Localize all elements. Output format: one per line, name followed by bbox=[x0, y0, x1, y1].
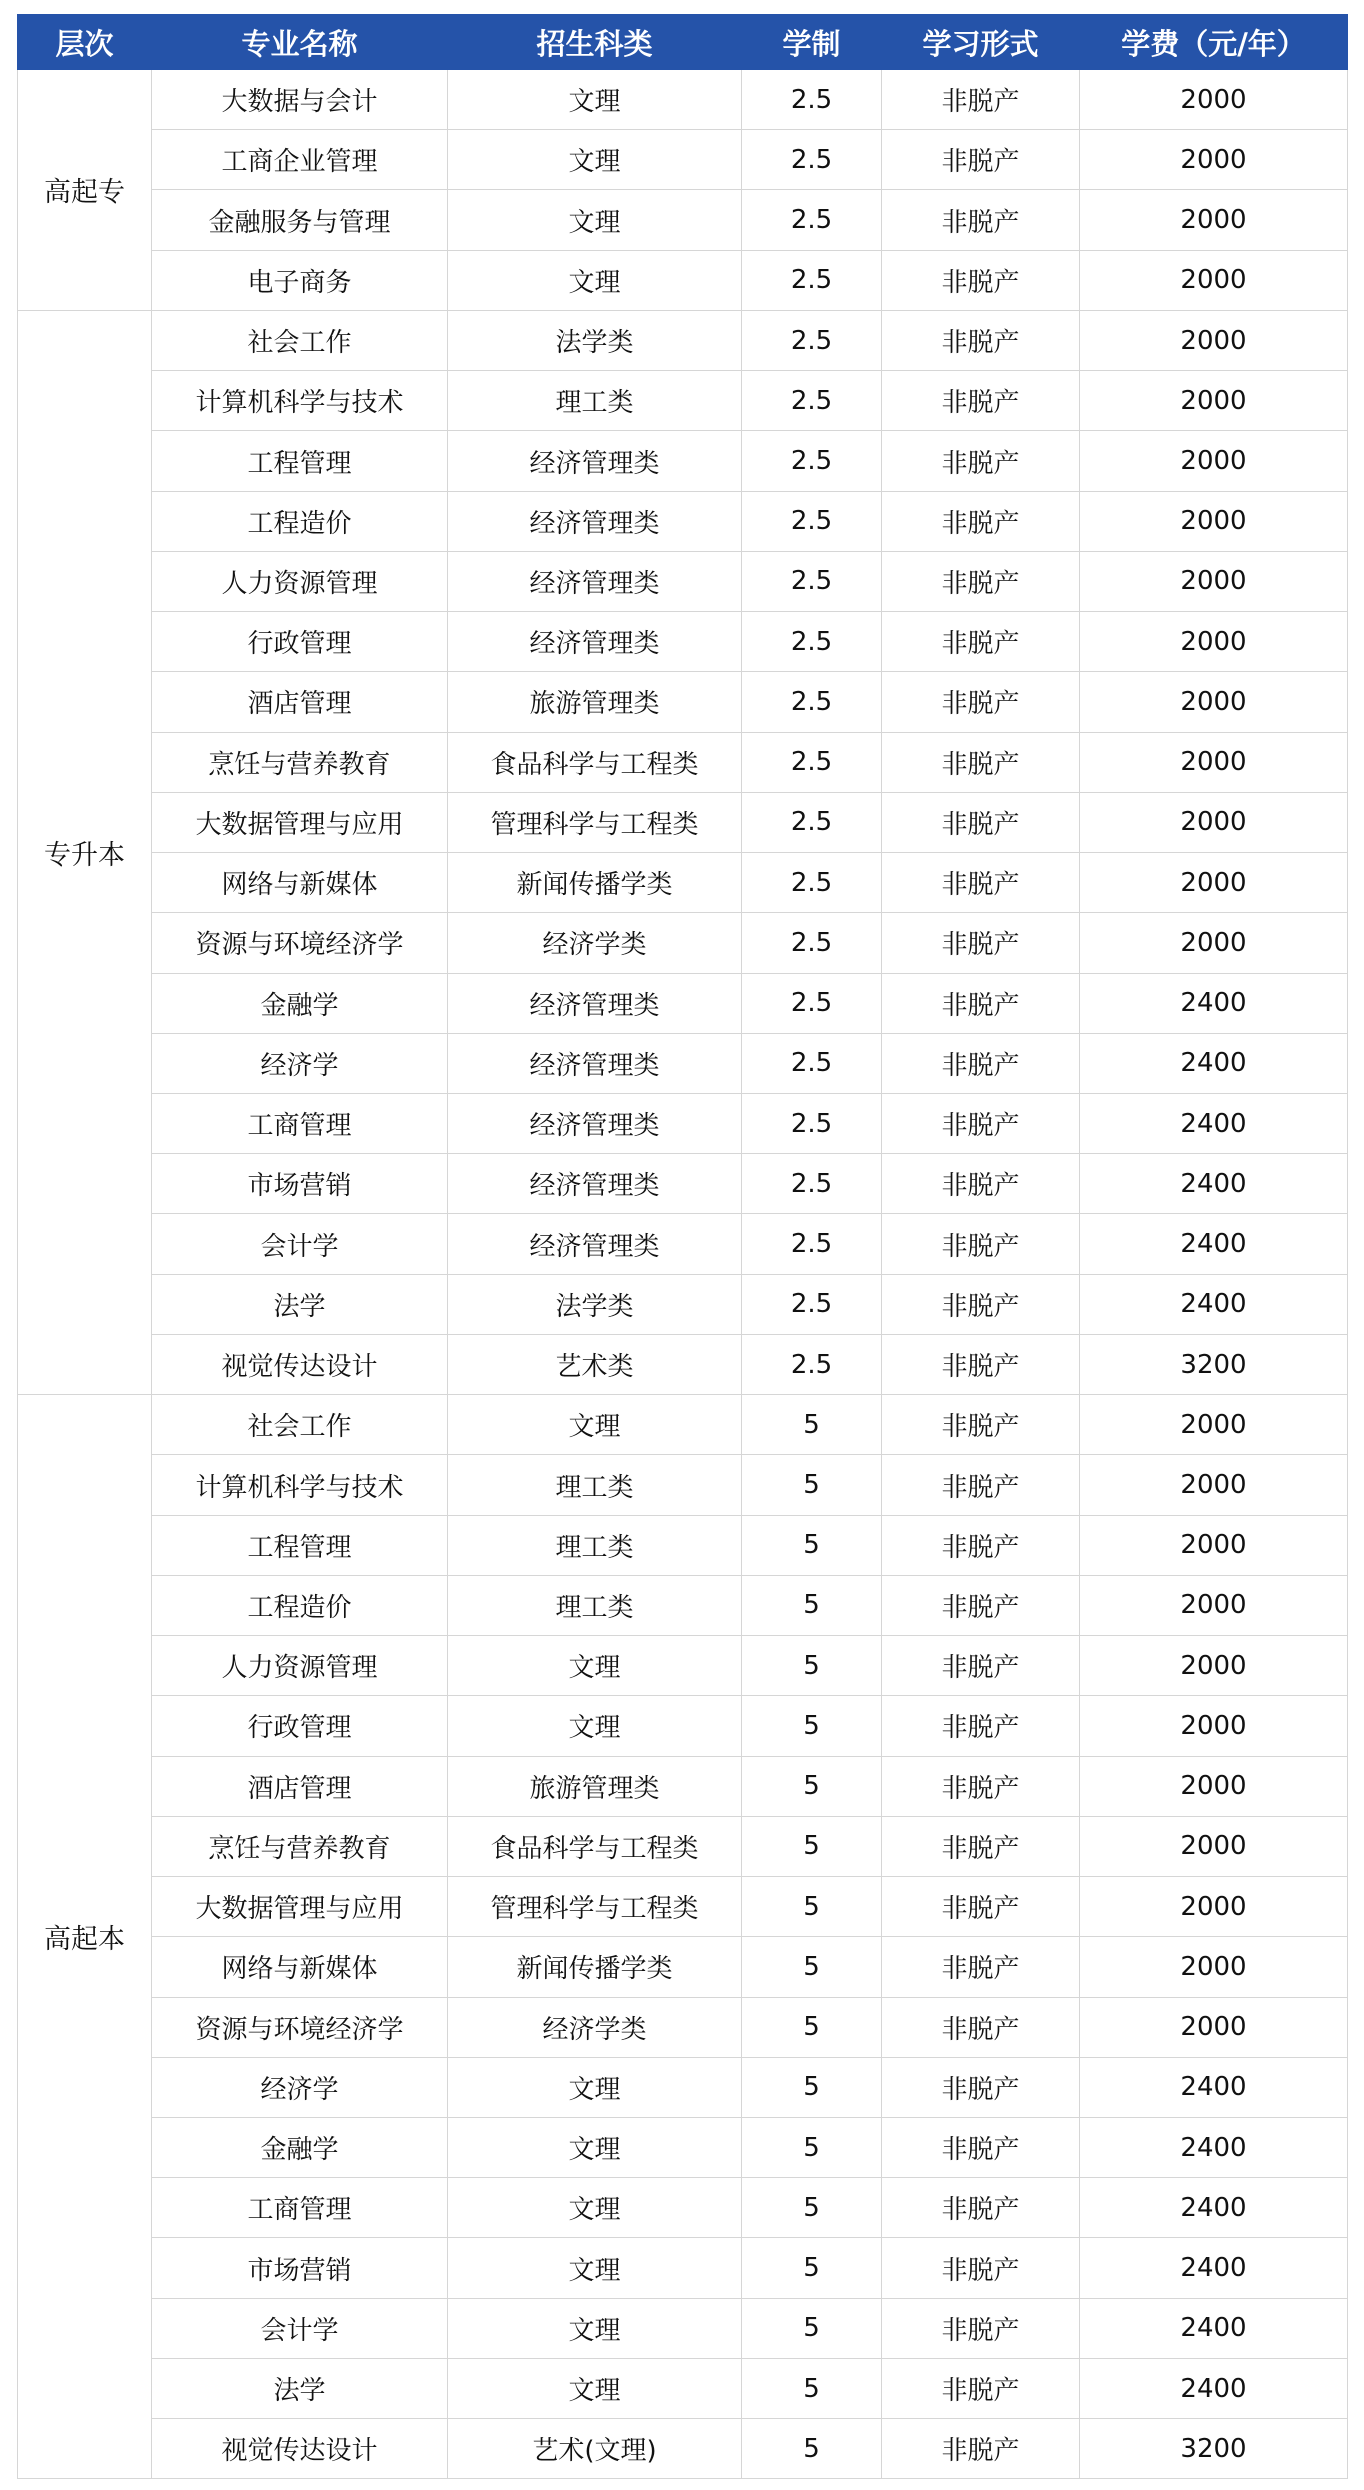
major-cell: 烹饪与营养教育 bbox=[152, 1816, 448, 1876]
table-row bbox=[18, 2298, 1348, 2358]
category-cell: 文理 bbox=[448, 2298, 742, 2358]
study-mode-cell: 非脱产 bbox=[882, 1877, 1080, 1937]
category-cell: 文理 bbox=[448, 190, 742, 250]
duration-cell: 5 bbox=[742, 1937, 882, 1997]
duration-cell: 2.5 bbox=[742, 1033, 882, 1093]
category-cell: 文理 bbox=[448, 2057, 742, 2117]
duration-cell: 2.5 bbox=[742, 1274, 882, 1334]
category-cell: 经济管理类 bbox=[448, 1033, 742, 1093]
duration-cell: 5 bbox=[742, 1696, 882, 1756]
major-cell: 大数据管理与应用 bbox=[152, 792, 448, 852]
study-mode-cell: 非脱产 bbox=[882, 732, 1080, 792]
tuition-cell: 2400 bbox=[1080, 2298, 1348, 2358]
table-row bbox=[18, 250, 1348, 310]
header-major: 专业名称 bbox=[152, 15, 448, 70]
study-mode-cell: 非脱产 bbox=[882, 310, 1080, 370]
category-cell: 新闻传播学类 bbox=[448, 1937, 742, 1997]
duration-cell: 5 bbox=[742, 2178, 882, 2238]
tuition-cell: 2000 bbox=[1080, 853, 1348, 913]
study-mode-cell: 非脱产 bbox=[882, 1334, 1080, 1394]
category-cell: 旅游管理类 bbox=[448, 672, 742, 732]
table-row bbox=[18, 612, 1348, 672]
major-cell: 工商管理 bbox=[152, 1093, 448, 1153]
tuition-cell: 2400 bbox=[1080, 1093, 1348, 1153]
duration-cell: 2.5 bbox=[742, 371, 882, 431]
category-cell: 文理 bbox=[448, 2358, 742, 2418]
table-row bbox=[18, 732, 1348, 792]
major-cell: 计算机科学与技术 bbox=[152, 371, 448, 431]
category-cell: 艺术类 bbox=[448, 1334, 742, 1394]
category-cell: 文理 bbox=[448, 1636, 742, 1696]
table-row bbox=[18, 70, 1348, 130]
tuition-cell: 2000 bbox=[1080, 551, 1348, 611]
category-cell: 旅游管理类 bbox=[448, 1756, 742, 1816]
major-cell: 计算机科学与技术 bbox=[152, 1455, 448, 1515]
major-cell: 市场营销 bbox=[152, 1154, 448, 1214]
table-row bbox=[18, 1334, 1348, 1394]
study-mode-cell: 非脱产 bbox=[882, 2057, 1080, 2117]
major-cell: 会计学 bbox=[152, 2298, 448, 2358]
major-cell: 金融学 bbox=[152, 2117, 448, 2177]
tuition-cell: 2000 bbox=[1080, 1696, 1348, 1756]
duration-cell: 2.5 bbox=[742, 973, 882, 1033]
study-mode-cell: 非脱产 bbox=[882, 612, 1080, 672]
category-cell: 文理 bbox=[448, 70, 742, 130]
tuition-cell: 2400 bbox=[1080, 1214, 1348, 1274]
tuition-cell: 2000 bbox=[1080, 1877, 1348, 1937]
duration-cell: 2.5 bbox=[742, 732, 882, 792]
table-row bbox=[18, 1937, 1348, 1997]
study-mode-cell: 非脱产 bbox=[882, 1274, 1080, 1334]
table-row bbox=[18, 913, 1348, 973]
duration-cell: 2.5 bbox=[742, 1093, 882, 1153]
table-row bbox=[18, 1877, 1348, 1937]
study-mode-cell: 非脱产 bbox=[882, 431, 1080, 491]
tuition-cell: 2400 bbox=[1080, 2358, 1348, 2418]
category-cell: 艺术(文理) bbox=[448, 2419, 742, 2479]
major-cell: 大数据管理与应用 bbox=[152, 1877, 448, 1937]
study-mode-cell: 非脱产 bbox=[882, 1756, 1080, 1816]
duration-cell: 2.5 bbox=[742, 913, 882, 973]
table-row bbox=[18, 1455, 1348, 1515]
tuition-cell: 2000 bbox=[1080, 1515, 1348, 1575]
tuition-cell: 2000 bbox=[1080, 1756, 1348, 1816]
category-cell: 经济管理类 bbox=[448, 1093, 742, 1153]
tuition-cell: 2000 bbox=[1080, 1997, 1348, 2057]
major-cell: 法学 bbox=[152, 2358, 448, 2418]
category-cell: 经济管理类 bbox=[448, 491, 742, 551]
tuition-cell: 2400 bbox=[1080, 2117, 1348, 2177]
study-mode-cell: 非脱产 bbox=[882, 1816, 1080, 1876]
major-cell: 人力资源管理 bbox=[152, 1636, 448, 1696]
tuition-cell: 2000 bbox=[1080, 1816, 1348, 1876]
major-cell: 金融学 bbox=[152, 973, 448, 1033]
study-mode-cell: 非脱产 bbox=[882, 1997, 1080, 2057]
table-header bbox=[18, 15, 1348, 70]
duration-cell: 2.5 bbox=[742, 551, 882, 611]
major-cell: 工商管理 bbox=[152, 2178, 448, 2238]
study-mode-cell: 非脱产 bbox=[882, 973, 1080, 1033]
duration-cell: 2.5 bbox=[742, 792, 882, 852]
study-mode-cell: 非脱产 bbox=[882, 130, 1080, 190]
duration-cell: 5 bbox=[742, 2238, 882, 2298]
study-mode-cell: 非脱产 bbox=[882, 913, 1080, 973]
major-cell: 酒店管理 bbox=[152, 1756, 448, 1816]
duration-cell: 5 bbox=[742, 1575, 882, 1635]
major-cell: 酒店管理 bbox=[152, 672, 448, 732]
study-mode-cell: 非脱产 bbox=[882, 551, 1080, 611]
table-row bbox=[18, 551, 1348, 611]
study-mode-cell: 非脱产 bbox=[882, 2298, 1080, 2358]
duration-cell: 5 bbox=[742, 1877, 882, 1937]
table-row bbox=[18, 1696, 1348, 1756]
tuition-cell: 2000 bbox=[1080, 190, 1348, 250]
level-cell: 高起本 bbox=[18, 1395, 152, 2479]
major-cell: 金融服务与管理 bbox=[152, 190, 448, 250]
header-level: 层次 bbox=[18, 15, 152, 70]
major-cell: 资源与环境经济学 bbox=[152, 913, 448, 973]
study-mode-cell: 非脱产 bbox=[882, 1093, 1080, 1153]
header-study-mode: 学习形式 bbox=[882, 15, 1080, 70]
category-cell: 理工类 bbox=[448, 371, 742, 431]
table-row bbox=[18, 2117, 1348, 2177]
tuition-cell: 2400 bbox=[1080, 1274, 1348, 1334]
category-cell: 文理 bbox=[448, 1395, 742, 1455]
study-mode-cell: 非脱产 bbox=[882, 1395, 1080, 1455]
major-cell: 视觉传达设计 bbox=[152, 2419, 448, 2479]
duration-cell: 2.5 bbox=[742, 130, 882, 190]
major-cell: 视觉传达设计 bbox=[152, 1334, 448, 1394]
tuition-cell: 2000 bbox=[1080, 250, 1348, 310]
category-cell: 文理 bbox=[448, 2117, 742, 2177]
category-cell: 法学类 bbox=[448, 1274, 742, 1334]
tuition-cell: 2000 bbox=[1080, 732, 1348, 792]
category-cell: 经济学类 bbox=[448, 913, 742, 973]
study-mode-cell: 非脱产 bbox=[882, 1515, 1080, 1575]
table-body bbox=[18, 70, 1348, 2479]
tuition-cell: 2000 bbox=[1080, 1636, 1348, 1696]
study-mode-cell: 非脱产 bbox=[882, 371, 1080, 431]
duration-cell: 2.5 bbox=[742, 853, 882, 913]
duration-cell: 5 bbox=[742, 2358, 882, 2418]
study-mode-cell: 非脱产 bbox=[882, 792, 1080, 852]
duration-cell: 5 bbox=[742, 2298, 882, 2358]
duration-cell: 2.5 bbox=[742, 1154, 882, 1214]
duration-cell: 5 bbox=[742, 1997, 882, 2057]
category-cell: 文理 bbox=[448, 1696, 742, 1756]
table-row bbox=[18, 1636, 1348, 1696]
major-cell: 网络与新媒体 bbox=[152, 853, 448, 913]
duration-cell: 2.5 bbox=[742, 190, 882, 250]
duration-cell: 2.5 bbox=[742, 672, 882, 732]
major-cell: 人力资源管理 bbox=[152, 551, 448, 611]
duration-cell: 5 bbox=[742, 2057, 882, 2117]
table-row bbox=[18, 491, 1348, 551]
major-cell: 网络与新媒体 bbox=[152, 1937, 448, 1997]
study-mode-cell: 非脱产 bbox=[882, 2117, 1080, 2177]
category-cell: 理工类 bbox=[448, 1455, 742, 1515]
major-cell: 法学 bbox=[152, 1274, 448, 1334]
tuition-cell: 2000 bbox=[1080, 70, 1348, 130]
tuition-cell: 3200 bbox=[1080, 1334, 1348, 1394]
category-cell: 管理科学与工程类 bbox=[448, 792, 742, 852]
study-mode-cell: 非脱产 bbox=[882, 70, 1080, 130]
major-cell: 烹饪与营养教育 bbox=[152, 732, 448, 792]
table-row bbox=[18, 2238, 1348, 2298]
tuition-cell: 2400 bbox=[1080, 2057, 1348, 2117]
major-cell: 会计学 bbox=[152, 1214, 448, 1274]
duration-cell: 5 bbox=[742, 1756, 882, 1816]
tuition-cell: 2000 bbox=[1080, 612, 1348, 672]
table-row bbox=[18, 1816, 1348, 1876]
table-row bbox=[18, 371, 1348, 431]
study-mode-cell: 非脱产 bbox=[882, 1214, 1080, 1274]
table-row bbox=[18, 1515, 1348, 1575]
tuition-cell: 2400 bbox=[1080, 973, 1348, 1033]
tuition-cell: 2000 bbox=[1080, 1575, 1348, 1635]
study-mode-cell: 非脱产 bbox=[882, 1455, 1080, 1515]
table-row bbox=[18, 1033, 1348, 1093]
category-cell: 文理 bbox=[448, 130, 742, 190]
duration-cell: 2.5 bbox=[742, 70, 882, 130]
major-cell: 工程造价 bbox=[152, 491, 448, 551]
table-row bbox=[18, 1575, 1348, 1635]
header-tuition: 学费（元/年） bbox=[1080, 15, 1348, 70]
tuition-cell: 2000 bbox=[1080, 130, 1348, 190]
category-cell: 文理 bbox=[448, 2178, 742, 2238]
category-cell: 理工类 bbox=[448, 1575, 742, 1635]
category-cell: 经济管理类 bbox=[448, 612, 742, 672]
duration-cell: 5 bbox=[742, 1636, 882, 1696]
tuition-cell: 2000 bbox=[1080, 491, 1348, 551]
table-row bbox=[18, 672, 1348, 732]
study-mode-cell: 非脱产 bbox=[882, 2419, 1080, 2479]
tuition-cell: 2000 bbox=[1080, 1455, 1348, 1515]
category-cell: 新闻传播学类 bbox=[448, 853, 742, 913]
category-cell: 食品科学与工程类 bbox=[448, 1816, 742, 1876]
table-row bbox=[18, 1997, 1348, 2057]
admissions-table bbox=[17, 14, 1348, 2479]
major-cell: 市场营销 bbox=[152, 2238, 448, 2298]
table-row bbox=[18, 853, 1348, 913]
tuition-cell: 2400 bbox=[1080, 1033, 1348, 1093]
study-mode-cell: 非脱产 bbox=[882, 1575, 1080, 1635]
major-cell: 社会工作 bbox=[152, 310, 448, 370]
tuition-cell: 3200 bbox=[1080, 2419, 1348, 2479]
level-cell: 专升本 bbox=[18, 310, 152, 1394]
major-cell: 大数据与会计 bbox=[152, 70, 448, 130]
study-mode-cell: 非脱产 bbox=[882, 1154, 1080, 1214]
major-cell: 资源与环境经济学 bbox=[152, 1997, 448, 2057]
duration-cell: 5 bbox=[742, 2419, 882, 2479]
major-cell: 工程管理 bbox=[152, 431, 448, 491]
tuition-cell: 2000 bbox=[1080, 792, 1348, 852]
table-row bbox=[18, 1154, 1348, 1214]
tuition-cell: 2400 bbox=[1080, 2238, 1348, 2298]
study-mode-cell: 非脱产 bbox=[882, 2178, 1080, 2238]
tuition-cell: 2000 bbox=[1080, 431, 1348, 491]
duration-cell: 5 bbox=[742, 1455, 882, 1515]
category-cell: 经济管理类 bbox=[448, 973, 742, 1033]
category-cell: 经济管理类 bbox=[448, 431, 742, 491]
duration-cell: 2.5 bbox=[742, 491, 882, 551]
study-mode-cell: 非脱产 bbox=[882, 1696, 1080, 1756]
major-cell: 行政管理 bbox=[152, 1696, 448, 1756]
table-row bbox=[18, 431, 1348, 491]
duration-cell: 2.5 bbox=[742, 250, 882, 310]
duration-cell: 2.5 bbox=[742, 612, 882, 672]
table-row bbox=[18, 1756, 1348, 1816]
table-row bbox=[18, 130, 1348, 190]
tuition-cell: 2000 bbox=[1080, 672, 1348, 732]
duration-cell: 5 bbox=[742, 1515, 882, 1575]
major-cell: 社会工作 bbox=[152, 1395, 448, 1455]
category-cell: 经济学类 bbox=[448, 1997, 742, 2057]
category-cell: 经济管理类 bbox=[448, 1154, 742, 1214]
study-mode-cell: 非脱产 bbox=[882, 1033, 1080, 1093]
table-row bbox=[18, 1214, 1348, 1274]
study-mode-cell: 非脱产 bbox=[882, 672, 1080, 732]
category-cell: 食品科学与工程类 bbox=[448, 732, 742, 792]
table-row bbox=[18, 2419, 1348, 2479]
table-row bbox=[18, 190, 1348, 250]
study-mode-cell: 非脱产 bbox=[882, 1636, 1080, 1696]
category-cell: 理工类 bbox=[448, 1515, 742, 1575]
duration-cell: 2.5 bbox=[742, 310, 882, 370]
category-cell: 文理 bbox=[448, 250, 742, 310]
tuition-cell: 2000 bbox=[1080, 371, 1348, 431]
duration-cell: 5 bbox=[742, 1816, 882, 1876]
table-row bbox=[18, 973, 1348, 1033]
major-cell: 工程造价 bbox=[152, 1575, 448, 1635]
tuition-cell: 2000 bbox=[1080, 913, 1348, 973]
table-row bbox=[18, 2358, 1348, 2418]
admissions-table-container bbox=[17, 14, 1347, 2479]
study-mode-cell: 非脱产 bbox=[882, 1937, 1080, 1997]
study-mode-cell: 非脱产 bbox=[882, 2358, 1080, 2418]
tuition-cell: 2400 bbox=[1080, 2178, 1348, 2238]
category-cell: 经济管理类 bbox=[448, 551, 742, 611]
level-cell: 高起专 bbox=[18, 70, 152, 311]
tuition-cell: 2000 bbox=[1080, 1937, 1348, 1997]
header-duration: 学制 bbox=[742, 15, 882, 70]
duration-cell: 2.5 bbox=[742, 1334, 882, 1394]
duration-cell: 2.5 bbox=[742, 1214, 882, 1274]
header-row bbox=[18, 15, 1348, 70]
header-category: 招生科类 bbox=[448, 15, 742, 70]
duration-cell: 5 bbox=[742, 2117, 882, 2177]
table-row bbox=[18, 310, 1348, 370]
major-cell: 电子商务 bbox=[152, 250, 448, 310]
category-cell: 经济管理类 bbox=[448, 1214, 742, 1274]
category-cell: 管理科学与工程类 bbox=[448, 1877, 742, 1937]
major-cell: 工商企业管理 bbox=[152, 130, 448, 190]
table-row bbox=[18, 1395, 1348, 1455]
major-cell: 工程管理 bbox=[152, 1515, 448, 1575]
table-row bbox=[18, 792, 1348, 852]
duration-cell: 2.5 bbox=[742, 431, 882, 491]
table-row bbox=[18, 1093, 1348, 1153]
study-mode-cell: 非脱产 bbox=[882, 190, 1080, 250]
tuition-cell: 2400 bbox=[1080, 1154, 1348, 1214]
table-row bbox=[18, 2057, 1348, 2117]
study-mode-cell: 非脱产 bbox=[882, 2238, 1080, 2298]
major-cell: 经济学 bbox=[152, 1033, 448, 1093]
duration-cell: 5 bbox=[742, 1395, 882, 1455]
study-mode-cell: 非脱产 bbox=[882, 491, 1080, 551]
table-row bbox=[18, 1274, 1348, 1334]
major-cell: 行政管理 bbox=[152, 612, 448, 672]
table-row bbox=[18, 2178, 1348, 2238]
tuition-cell: 2000 bbox=[1080, 1395, 1348, 1455]
major-cell: 经济学 bbox=[152, 2057, 448, 2117]
category-cell: 文理 bbox=[448, 2238, 742, 2298]
tuition-cell: 2000 bbox=[1080, 310, 1348, 370]
study-mode-cell: 非脱产 bbox=[882, 250, 1080, 310]
category-cell: 法学类 bbox=[448, 310, 742, 370]
study-mode-cell: 非脱产 bbox=[882, 853, 1080, 913]
